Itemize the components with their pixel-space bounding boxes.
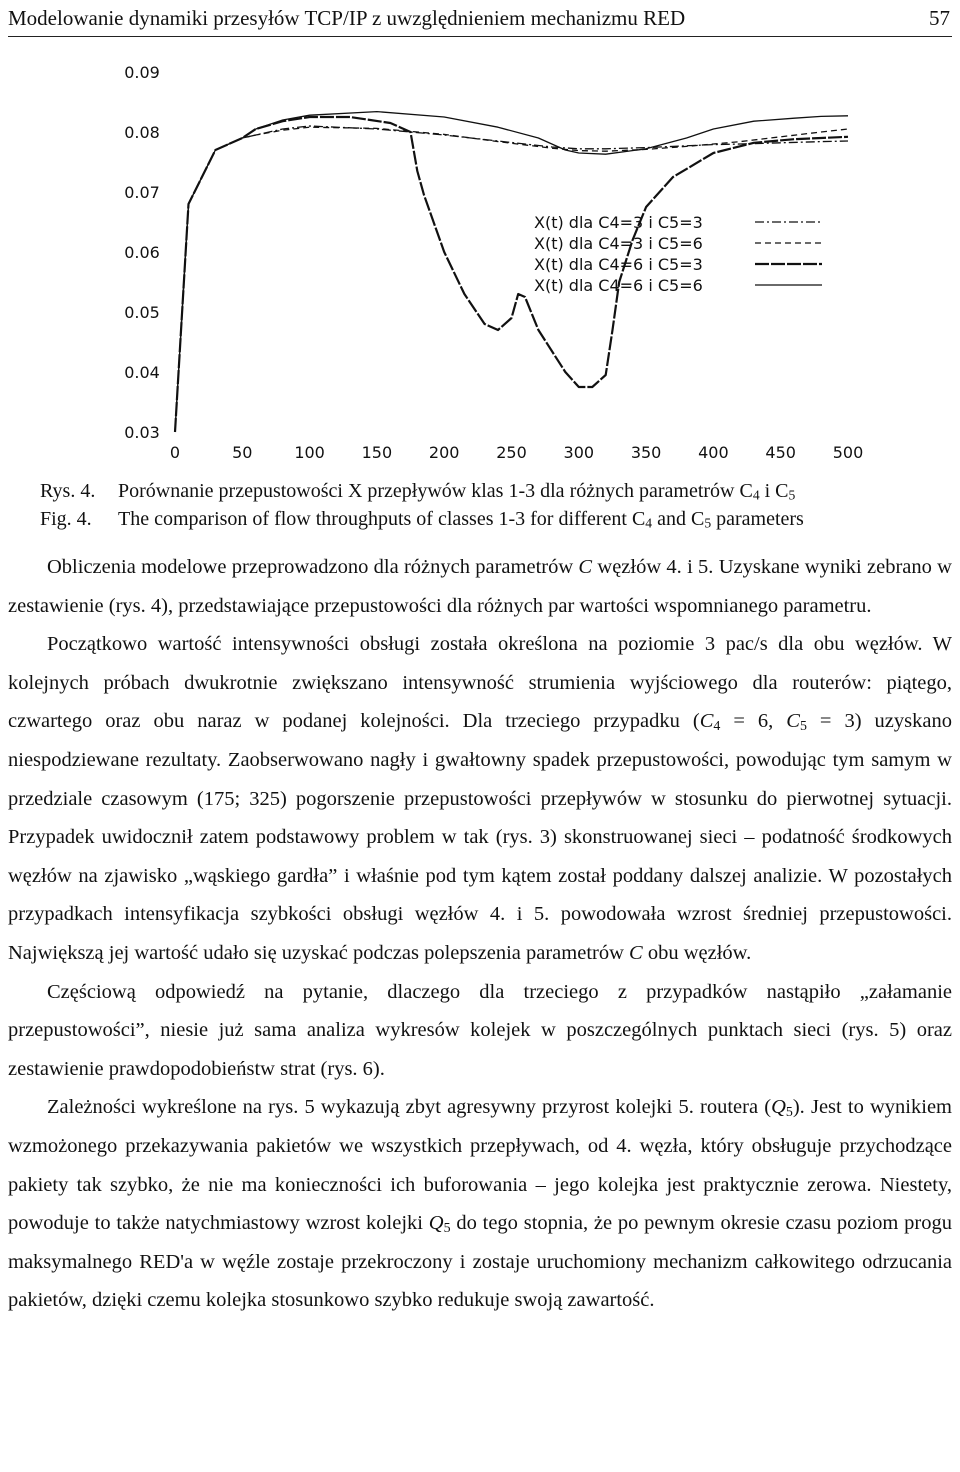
figure-caption-pl [40,478,950,504]
x-tick-label: 500 [832,443,864,462]
y-tick-label: 0.06 [124,243,160,262]
x-tick-label: 200 [428,443,460,462]
y-tick-label: 0.09 [124,63,160,82]
x-tick-label: 0 [169,443,181,462]
legend-label: X(t) dla C4=3 i C5=3 [534,213,703,232]
body-text [8,548,952,1320]
y-tick-label: 0.08 [124,123,160,142]
paragraph-2: Początkowo wartość intensywności obsługi została określona na poziomie 3 pac/s dla obu węzłów. W kolejnych próbach dwukrotnie zwiększano intensywność strumienia wyjściowego dla routerów: piątego, czwartego oraz obu naraz w podanej kolejności. Dla trzeciego przypadku ($C_4 = 6$, $C_5 = 3$) uzyskano niespodziewane rezultaty. Zaobserwowano nagły i gwałtowny spadek przepustowości, powodując tym samym w przedziale czasowym (175; 325) pogorszenie przepustowości przepływów w stosunku do pierwotnej sytuacji. Przypadek uwidocznił zatem podstawowy problem w tak (rys. 3) skonstruowanej sieci – podatność środkowych węzłów na zjawisko „wąskiego gardła” i właśnie pod tym kątem został poddany dalszej analizie. W pozostałych przypadkach intensyfikacja szybkości obsługi węzłów 4. i 5. powodowała wzrost średniej przepustowości. Największą jej wartość udało się uzyskać podczas polepszenia parametrów C obu węzłów. [8,633,952,964]
caption-label-pl: Rys. 4. [40,480,96,502]
x-tick-label: 400 [698,443,729,462]
legend [534,213,822,295]
page-number: 57 [929,6,950,30]
caption-text-pl: Porównanie przepustowości X przepływów klas 1-3 dla różnych parametrów $C_4$ i $C_5$ [118,480,796,503]
series-line-1 [175,126,848,432]
x-tick-label: 50 [232,443,253,462]
paragraph-1: Obliczenia modelowe przeprowadzono dla różnych parametrów C węzłów 4. i 5. Uzyskane wyniki zebrano w zestawienie (rys. 4), przedstawiające przepustowości dla różnych par wartości wspomnianego parametru. [8,556,952,617]
series-line-2 [175,127,848,432]
series-lines [175,112,848,432]
x-tick-label: 450 [765,443,796,462]
caption-label-en: Fig. 4. [40,508,92,530]
y-tick-labels [124,63,160,442]
y-tick-label: 0.03 [124,423,160,442]
x-tick-label: 300 [563,443,595,462]
y-tick-label: 0.05 [124,303,160,322]
x-tick-label: 100 [294,443,325,462]
y-tick-label: 0.07 [124,183,160,202]
paragraph-4: Zależności wykreślone na rys. 5 wykazują zbyt agresywny przyrost kolejki 5. routera $(Q_5)$. Jest to wynikiem wzmożonego przekazywania pakietów we wszystkich przepływach, od 4. węzła, który obsługuje przychodzące pakiety tak szybko, że nie ma konieczności ich buforowania – jego kolejka jest praktycznie zerowa. Niestety, powoduje to także natychmiastowy wzrost kolejki $Q_5$ do tego stopnia, że po pewnym okresie czasu poziom progu maksymalnego RED'a w węźle zostaje przekroczony i zostaje uruchomiony mechanizm całkowitego odrzucania pakietów, dzięki czemu kolejka stosunkowo szybko redukuje swoją zawartość. [8,1096,952,1312]
paragraph-3: Częściową odpowiedź na pytanie, dlaczego dla trzeciego z przypadków nastąpiło „załamanie przepustowości”, niesie już sama analiza wykresów kolejek w poszczególnych punktach sieci (rys. 5) oraz zestawienie prawdopodobieństw strat (rys. 6). [8,980,952,1080]
legend-label: X(t) dla C4=3 i C5=6 [534,234,703,253]
running-title: Modelowanie dynamiki przesyłów TCP/IP z uwzględnieniem mechanizmu RED [8,6,686,30]
x-tick-labels [170,443,863,462]
series-line-4 [175,112,848,432]
caption-text-en: The comparison of flow throughputs of classes 1-3 for different $C_4$ and $C_5$ parameters [118,508,804,531]
x-tick-label: 250 [496,443,527,462]
series-line-3 [175,117,848,432]
legend-label: X(t) dla C4=6 i C5=3 [534,255,703,274]
y-tick-label: 0.04 [124,363,160,382]
figure-caption-en [40,506,950,532]
throughput-chart [100,54,880,470]
x-tick-label: 350 [630,443,662,462]
page-header [8,2,952,37]
x-tick-label: 150 [361,443,393,462]
legend-label: X(t) dla C4=6 i C5=6 [534,276,703,295]
